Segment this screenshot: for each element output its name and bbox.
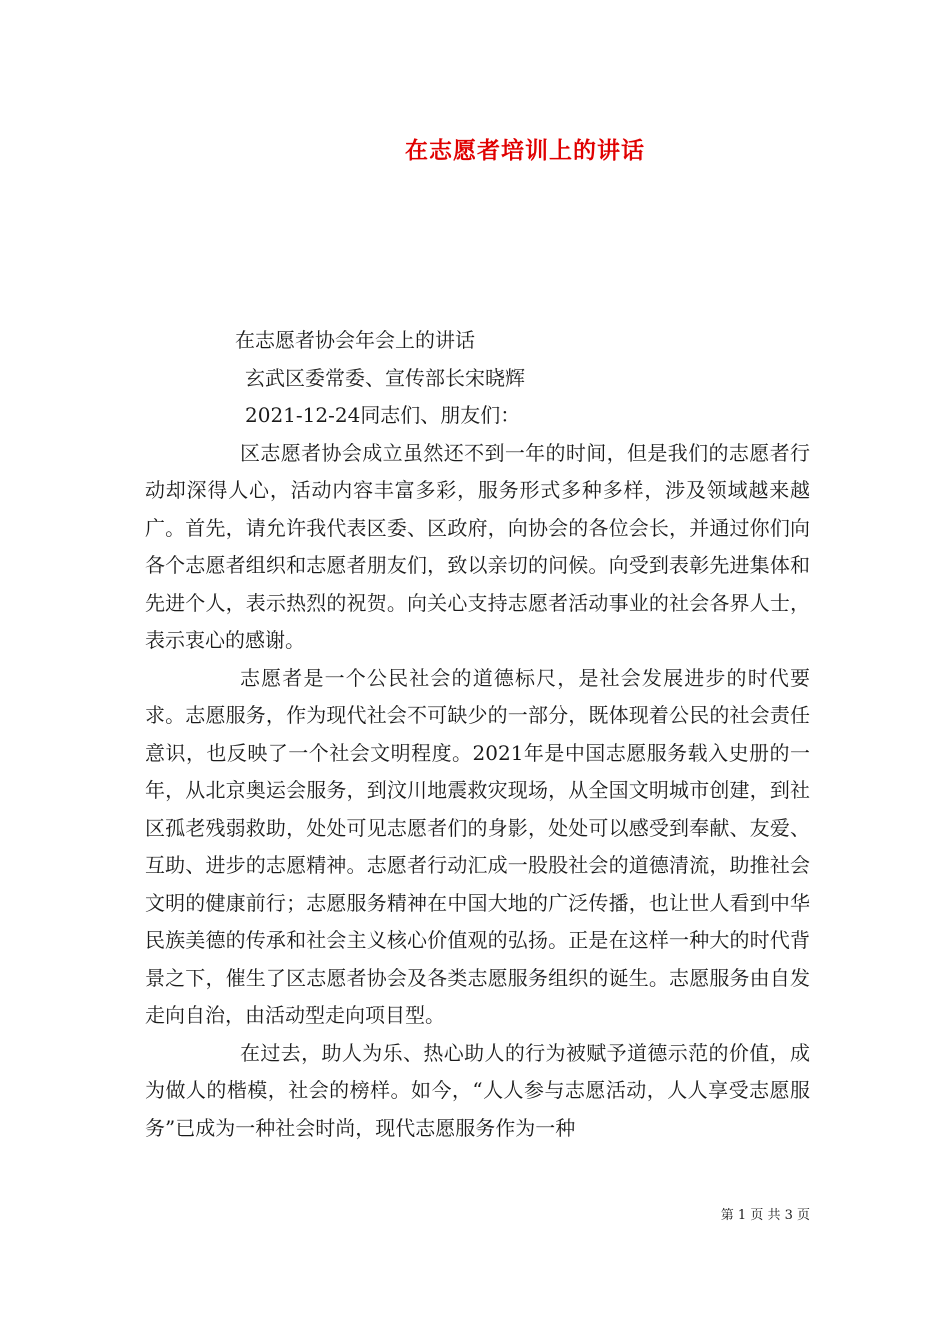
paragraph-1: 区志愿者协会成立虽然还不到一年的时间，但是我们的志愿者行动却深得人心，活动内容丰富多彩，服务形式多种多样，涉及领域越来越广。首先，请允许我代表区委、区政府，向协会的各位会长，并通过你们向各个志愿者组织和志愿者朋友们，致以亲切的问候。向受到表彰先进集体和先进个人，表示热烈的祝贺。向关心支持志愿者活动事业的社会各界人士，表示衷心的感谢。	[145, 440, 810, 652]
paragraph-3: 在过去，助人为乐、热心助人的行为被赋予道德示范的价值，成为做人的楷模，社会的榜样。如今，“人人参与志愿活动，人人享受志愿服务”已成为一种社会时尚，现代志愿服务作为一种	[145, 1040, 810, 1140]
date-greeting-line: 2021-12-24同志们、朋友们：	[245, 403, 521, 427]
speech-title-line: 在志愿者协会年会上的讲话	[235, 328, 475, 352]
paragraph-2: 志愿者是一个公民社会的道德标尺，是社会发展进步的时代要求。志愿服务，作为现代社会不可缺少的一部分，既体现着公民的社会责任意识，也反映了一个社会文明程度。2021年是中国志愿服务载入史册的一年，从北京奥运会服务，到汶川地震救灾现场，从全国文明城市创建，到社区孤老残弱救助，处处可见志愿者们的身影，处处可以感受到奉献、友爱、互助、进步的志愿精神。志愿者行动汇成一股股社会的道德清流，助推社会文明的健康前行；志愿服务精神在中国大地的广泛传播，也让世人看到中华民族美德的传承和社会主义核心价值观的弘扬。正是在这样一种大的时代背景之下，催生了区志愿者协会及各类志愿服务组织的诞生。志愿服务由自发走向自治，由活动型走向项目型。	[145, 665, 810, 1027]
page-number-footer: 第 1 页 共 3 页	[720, 1208, 810, 1223]
document-title: 在志愿者培训上的讲话	[405, 138, 645, 164]
document-body	[145, 322, 810, 1147]
speaker-line: 玄武区委常委、宣传部长宋晓辉	[245, 365, 525, 390]
